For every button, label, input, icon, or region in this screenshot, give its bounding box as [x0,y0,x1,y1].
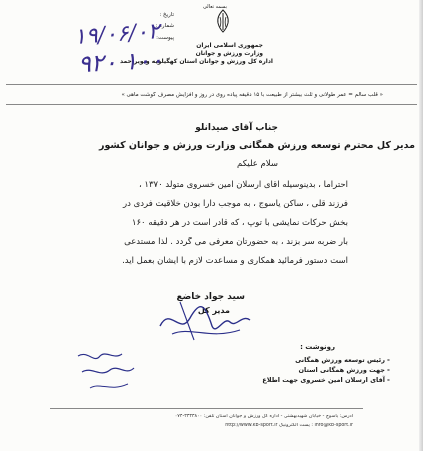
iran-emblem-icon [212,8,234,34]
org-line-2: وزارت ورزش و جوانان [195,50,263,57]
body-line: بخش حرکات نمایشی با توپ ، که قادر است در هر دقیقه ۱۶۰ [131,218,348,228]
header-divider [6,84,417,85]
notice-divider [6,104,417,105]
date-label: تاریخ : [159,12,174,18]
attachment-label: پیوست: [156,35,174,41]
cc-mark: - [387,356,390,364]
cc-item: رئیس توسعه ورزش همگانی [295,356,385,364]
bismillah-text: بسمه تعالی [202,4,228,10]
health-notice: « قلب سالم = عمر طولانی و ثلث بیشتر از طبیعت با ۱۵ دقیقه پیاده روی در روز و افزایش مصرف گوشت ماهی » [121,92,383,98]
footer-divider [50,408,363,409]
body-line: بار ضربه سر بزند ، به حضورتان معرفی می گردد . لذا مستدعی [124,237,348,247]
body-line: است دستور فرمائید همکاری و مساعدت لازم با ایشان بعمل آید. [122,256,348,266]
signer-title: مدیر کل [197,306,230,315]
footer-web: http://www.kb-sport.ir پست الکترونیک : info@kb-sport.ir [225,423,353,428]
body-line: احتراما ، بدینوسیله آقای ارسلان امین خسروی متولد ۱۳۷۰ ، [138,180,348,190]
signature-scribble [150,296,260,344]
cc-item: آقای ارسلان امین خسروی جهت اطلاع [262,376,385,384]
handwritten-number: ۹۲۰ ۱۰۰ [77,45,164,79]
recipient-name: جناب آقای صیدانلو [195,123,278,133]
body-line: فرزند قلی ، ساکن یاسوج ، به موجب دارا بودن خلاقیت فردی در [123,199,348,209]
number-label: شماره : [155,23,174,29]
cc-mark: - [387,366,390,374]
initials-scribble [70,346,140,396]
handwritten-date: ۱۹/۰۶/۰۲ [73,19,161,50]
recipient-title: مدیر کل محترم توسعه ورزش همگانی وزارت ورزش و جوانان کشور [99,140,415,151]
cc-item: جهت ورزش همگانی استان [298,366,385,374]
scan-edge-shadow [419,0,423,451]
cc-mark: - [387,376,390,384]
org-line-1: جمهوری اسلامی ایران [196,42,263,49]
greeting: سلام علیکم [237,159,278,169]
footer-address: آدرس: یاسوج - خیابان شهیدبهشتی - اداره کل ورزش و جوانان استان تلفن: ۳۳۳۳۸۰۰-۰۷۴ [174,414,353,419]
cc-title: رونوشت : [300,343,335,351]
signer-name: سید جواد خاضع [176,292,245,302]
org-line-3: اداره کل ورزش و جوانان استان کهگیلویه وبویراحمد [120,58,273,65]
